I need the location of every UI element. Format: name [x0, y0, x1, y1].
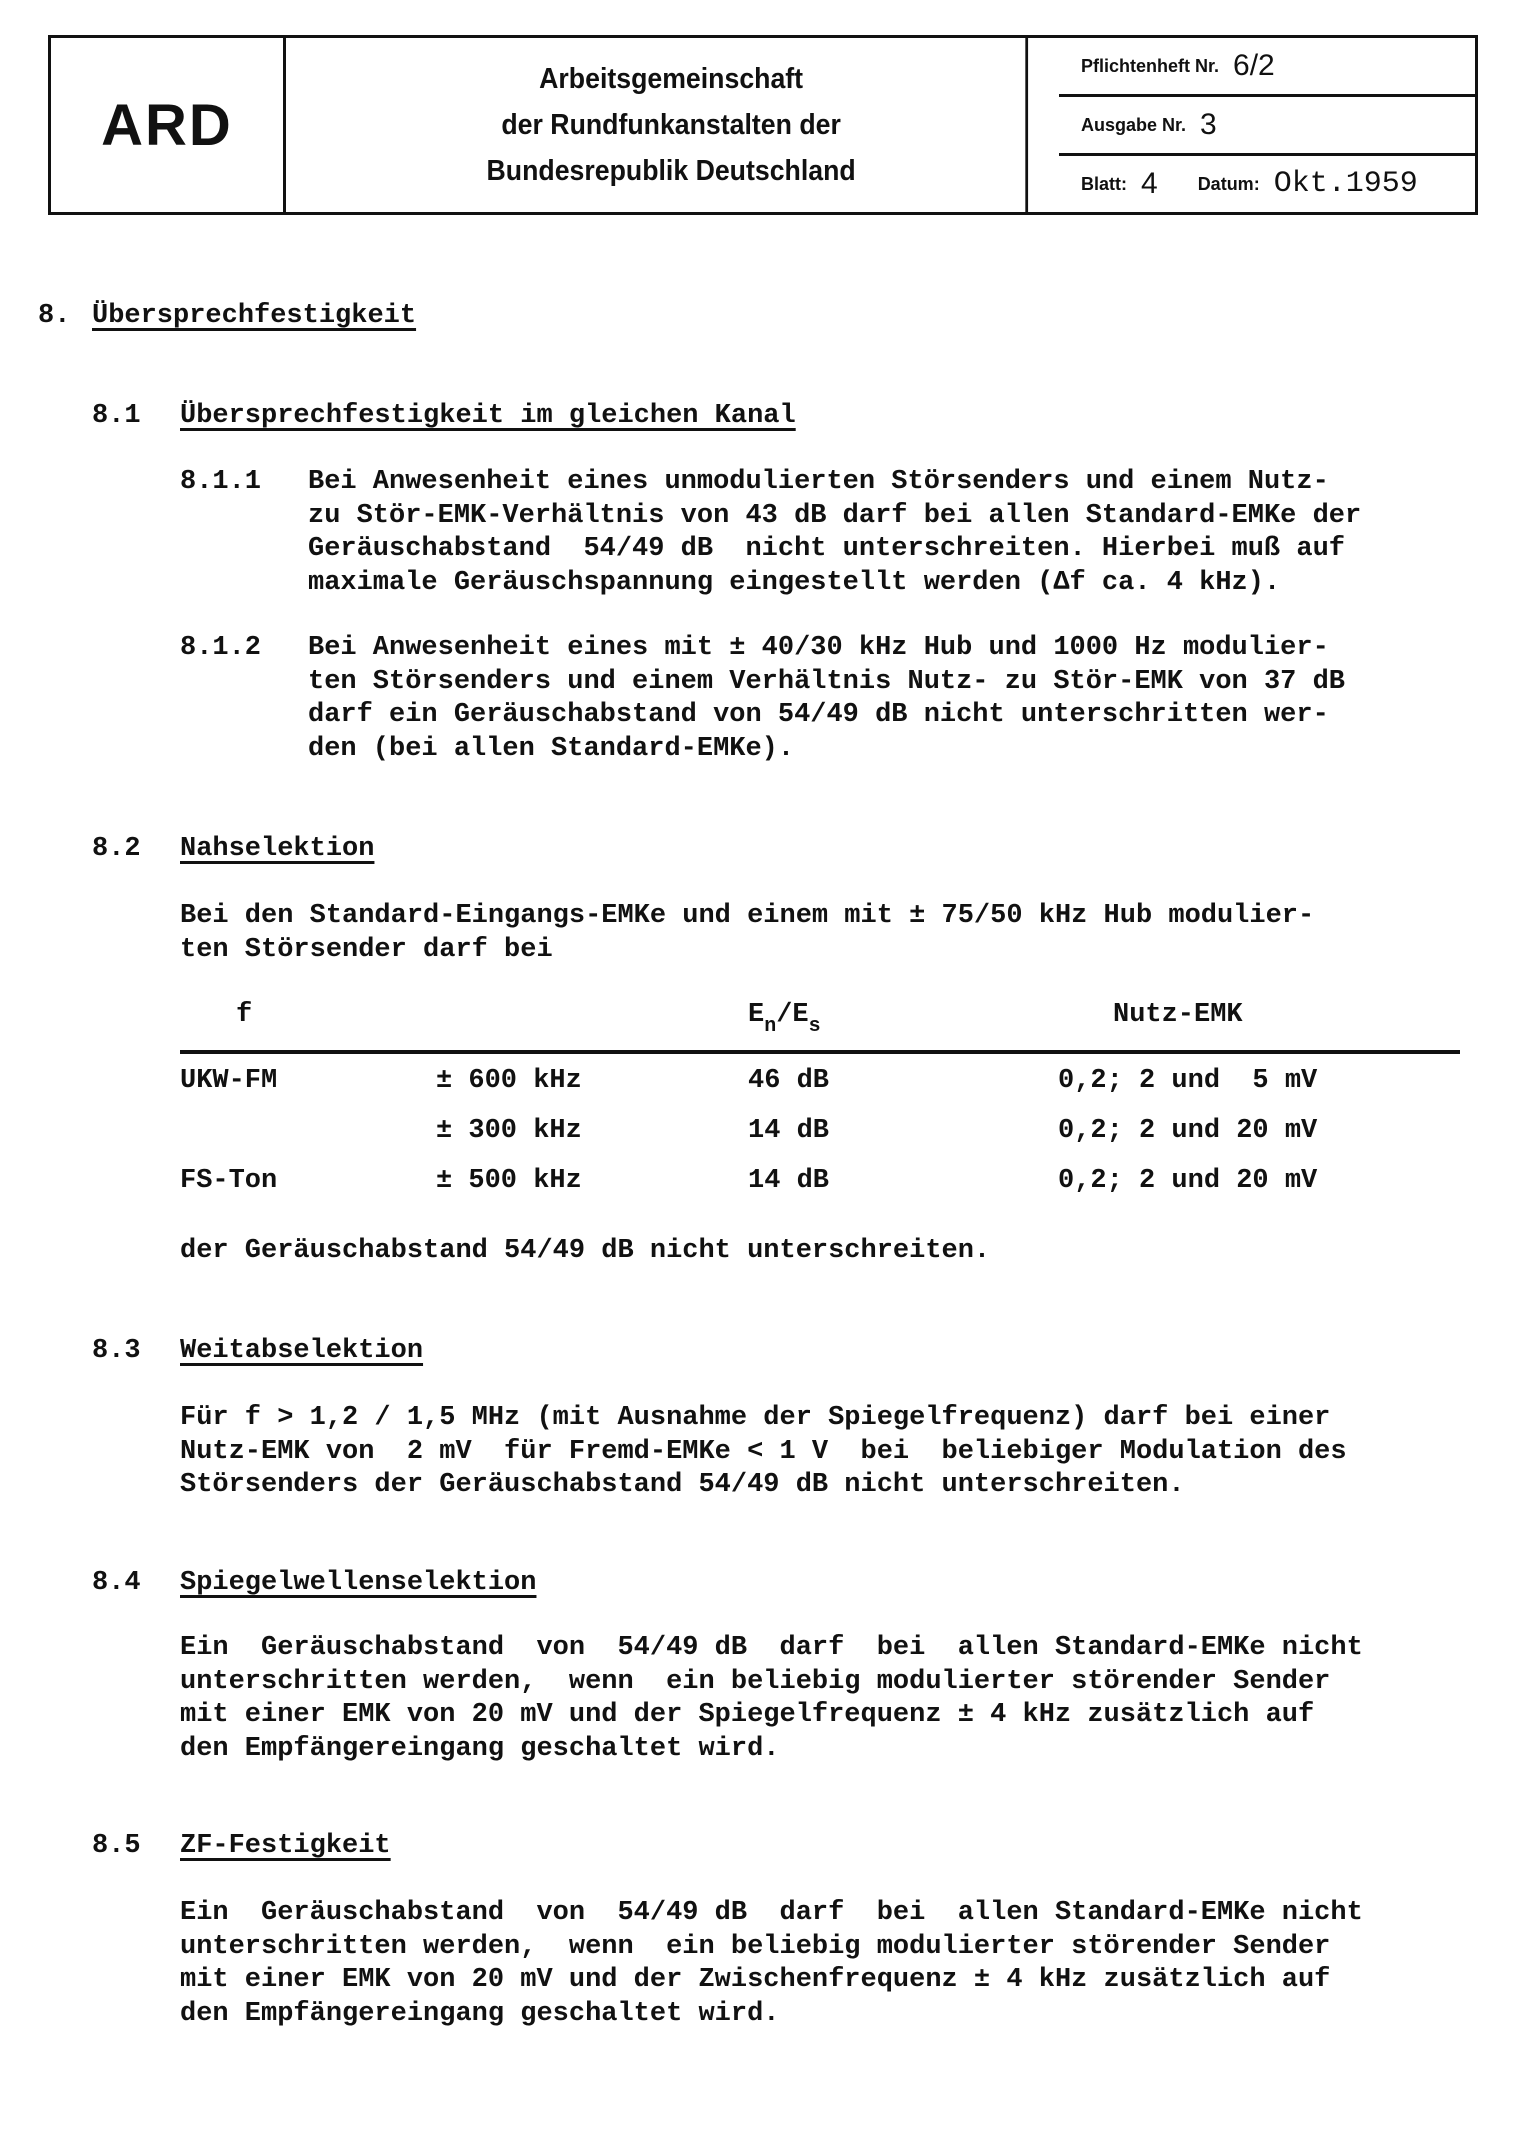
cell-ratio: 14 dB — [748, 1166, 830, 1196]
organization-line: Bundesrepublik Deutschland — [486, 155, 856, 187]
ratio-e: E — [748, 1000, 765, 1030]
ausgabe-value: 3 — [1200, 108, 1217, 141]
blatt-label: Blatt: — [1081, 173, 1127, 194]
cell-service: UKW-FM — [180, 1066, 278, 1096]
section-8-2-outro: der Geräuschabstand 54/49 dB nicht unterschreiten. — [180, 1236, 991, 1266]
cell-freq: ± 500 kHz — [436, 1166, 582, 1196]
datum-label: Datum: — [1197, 173, 1260, 194]
cell-ratio: 46 dB — [748, 1066, 830, 1096]
table-header-nutz: Nutz-EMK — [1113, 1000, 1243, 1030]
ratio-slash: / — [776, 1000, 793, 1030]
blatt-value: 4 — [1141, 167, 1158, 200]
section-8-3-title: Weitabselektion — [180, 1336, 424, 1366]
section-8-2-title: Nahselektion — [180, 834, 375, 864]
cell-freq: ± 300 kHz — [436, 1116, 582, 1146]
organization-line: der Rundfunkanstalten der — [501, 109, 841, 141]
section-8-5-title: ZF-Festigkeit — [180, 1831, 391, 1861]
organization-name — [317, 38, 1028, 212]
pflichtenheft-label: Pflichtenheft Nr. — [1081, 55, 1220, 76]
section-8-number: 8. — [38, 301, 71, 331]
item-8-1-2-text: Bei Anwesenheit eines mit ± 40/30 kHz Hub und 1000 Hz modulier- ten Störsenders und einem Verhältnis Nutz- zu Stör-EMK von 37 dB darf ein Geräuschabstand von 54/49 dB nicht unterschritten wer- den (bei allen Standard-EMKe). — [308, 633, 1345, 764]
table-header-rule — [180, 1050, 1460, 1054]
section-8-3-text: Für f > 1,2 / 1,5 MHz (mit Ausnahme der Spiegelfrequenz) darf bei einer Nutz-EMK von 2 mV für Fremd-EMKe < 1 V bei beliebiger Modulation des Störsenders der Geräuschabstand 54/49 dB nicht unterschreiten. — [180, 1403, 1347, 1500]
table-header-f: f — [236, 1000, 253, 1030]
item-8-1-1-text: Bei Anwesenheit eines unmodulierten Störsenders und einem Nutz- zu Stör-EMK-Verhältnis von 43 dB darf bei allen Standard-EMKe der Geräuschabstand 54/49 dB nicht unterschreiten. Hierbei muß auf maximale Geräuschspannung eingestellt werden (Δf ca. 4 kHz). — [308, 467, 1362, 598]
document-meta — [1059, 38, 1475, 212]
table-header-ratio — [748, 1000, 821, 1038]
cell-nutz: 0,2; 2 und 20 mV — [1058, 1166, 1318, 1196]
blatt-datum-row — [1059, 153, 1475, 212]
datum-value: Okt.1959 — [1273, 167, 1418, 201]
section-8-2-number: 8.2 — [92, 834, 141, 864]
section-8-1-number: 8.1 — [92, 401, 141, 431]
cell-nutz: 0,2; 2 und 20 mV — [1058, 1116, 1318, 1146]
section-8-3-number: 8.3 — [92, 1336, 141, 1366]
item-8-1-1-number: 8.1.1 — [180, 467, 262, 497]
section-8-1-title: Übersprechfestigkeit im gleichen Kanal — [180, 401, 796, 431]
section-8-4-number: 8.4 — [92, 1568, 141, 1598]
section-8-4-title: Spiegelwellenselektion — [180, 1568, 537, 1598]
cell-freq: ± 600 kHz — [436, 1066, 582, 1096]
section-8-5-number: 8.5 — [92, 1831, 141, 1861]
section-8-5-text: Ein Geräuschabstand von 54/49 dB darf bei allen Standard-EMKe nicht unterschritten werden, wenn ein beliebig modulierter störender Sender mit einer EMK von 20 mV und der Zwischenfrequenz ± 4 kHz zusätzlich auf den Empfängereingang geschaltet wird. — [180, 1898, 1363, 2029]
organization-line: Arbeitsgemeinschaft — [539, 63, 804, 95]
pflichtenheft-row — [1059, 38, 1475, 94]
pflichtenheft-value: 6/2 — [1233, 49, 1275, 82]
section-8-title: Übersprechfestigkeit — [92, 301, 417, 331]
section-8-4-text: Ein Geräuschabstand von 54/49 dB darf bei allen Standard-EMKe nicht unterschritten werden, wenn ein beliebig modulierter störender Sender mit einer EMK von 20 mV und der Spiegelfrequenz ± 4 kHz zusätzlich auf den Empfängereingang geschaltet wird. — [180, 1633, 1363, 1764]
cell-nutz: 0,2; 2 und 5 mV — [1058, 1066, 1318, 1096]
section-8-2-intro: Bei den Standard-Eingangs-EMKe und einem mit ± 75/50 kHz Hub modulier- ten Störsender darf bei — [180, 901, 1315, 965]
ausgabe-label: Ausgabe Nr. — [1081, 114, 1187, 135]
ratio-e2: E — [792, 1000, 809, 1030]
ausgabe-row — [1059, 94, 1475, 153]
ratio-sub-n: n — [764, 1015, 777, 1038]
ard-logo: ARD — [51, 38, 286, 212]
document-header — [48, 35, 1478, 215]
item-8-1-2-number: 8.1.2 — [180, 633, 262, 663]
ratio-sub-s: s — [808, 1015, 821, 1038]
cell-ratio: 14 dB — [748, 1116, 830, 1146]
cell-service: FS-Ton — [180, 1166, 278, 1196]
